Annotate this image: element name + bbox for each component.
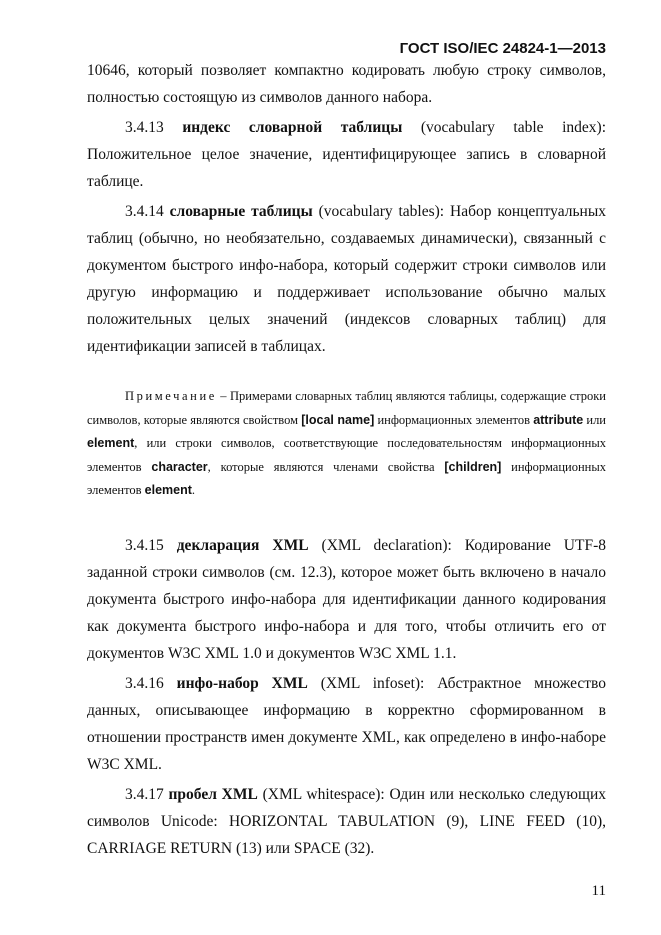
clause-number: 3.4.15 bbox=[125, 536, 164, 554]
note-text: , или строки символов, соответствующие последовательностям информационных элементов bbox=[87, 436, 606, 474]
term: индекс словарной таблицы bbox=[182, 119, 403, 136]
note-text: – Примерами словарных таблиц являются таблицы, содержащие строки символов, которые являются свойством bbox=[87, 389, 606, 427]
definition-text: (XML infoset): Абстрактное множество данных, описывающее информацию в корректно сформированном в отношении пространств имен документе XML, как определено в инфо-наборе W3C XML. bbox=[87, 674, 606, 773]
note-keyword: character bbox=[151, 459, 208, 474]
note-text: информационных элементов bbox=[87, 459, 606, 497]
definition-3-4-15 bbox=[87, 532, 606, 667]
clause-number: 3.4.13 bbox=[125, 119, 164, 136]
definition-3-4-13 bbox=[87, 114, 606, 195]
term: пробел XML bbox=[168, 785, 258, 803]
page-number: 11 bbox=[591, 883, 606, 899]
definition-text: (XML whitespace): Один или несколько следующих символов Unicode: HORIZONTAL TABULATION (9), LINE FEED (10), CARRIAGE RETURN (13) или SPACE (32). bbox=[87, 785, 606, 857]
note-text: . bbox=[191, 483, 196, 497]
clause-number: 3.4.14 bbox=[125, 203, 164, 220]
note-keyword: attribute bbox=[533, 412, 584, 427]
clause-number: 3.4.16 bbox=[125, 674, 164, 692]
term: инфо-набор XML bbox=[176, 674, 308, 692]
page-body bbox=[87, 57, 606, 862]
note-text: , которые являются членами свойства bbox=[207, 459, 445, 474]
definition-3-4-16 bbox=[87, 670, 606, 778]
clause-number: 3.4.17 bbox=[125, 785, 164, 803]
note-text: информационных элементов bbox=[374, 412, 534, 427]
definition-3-4-14 bbox=[87, 198, 606, 360]
note-keyword: element bbox=[144, 483, 192, 497]
document-header: ГОСТ ISO/IEC 24824-1—2013 bbox=[399, 40, 606, 57]
term: словарные таблицы bbox=[169, 203, 313, 220]
definition-text: (XML declaration): Кодирование UTF-8 заданной строки символов (см. 12.3), которое может быть включено в начало документа быстрого инфо-набора для идентификации данного кодирования как документа быстрого инфо-набора и для того, чтобы отличить его от документов W3C XML 1.0 и документов W3C XML 1.1. bbox=[87, 536, 606, 662]
note-keyword: element bbox=[87, 436, 135, 450]
note-block bbox=[87, 385, 606, 503]
note-keyword: [local name] bbox=[301, 412, 375, 427]
definition-3-4-17 bbox=[87, 781, 606, 862]
definition-text: (vocabulary table index): Положительное целое значение, идентифицирующее запись в словарной таблице. bbox=[87, 119, 607, 190]
term: декларация XML bbox=[176, 536, 309, 554]
paragraph-continuation: 10646, который позволяет компактно кодировать любую строку символов, полностью состоящую из символов данного набора. bbox=[87, 62, 606, 106]
note-label: Примечание bbox=[125, 389, 217, 403]
note-keyword: [children] bbox=[444, 459, 502, 474]
definition-text: (vocabulary tables): Набор концептуальных таблиц (обычно, но необязательно, создаваемых динамически), связанный с документом быстрого инфо-набора, который содержит строки символов или другую информацию и поддерживает использование обычно малых положительных целых значений (индексов словарных таблиц) для идентификации записей в таблицах. bbox=[87, 203, 606, 355]
note-text: или bbox=[583, 412, 607, 427]
